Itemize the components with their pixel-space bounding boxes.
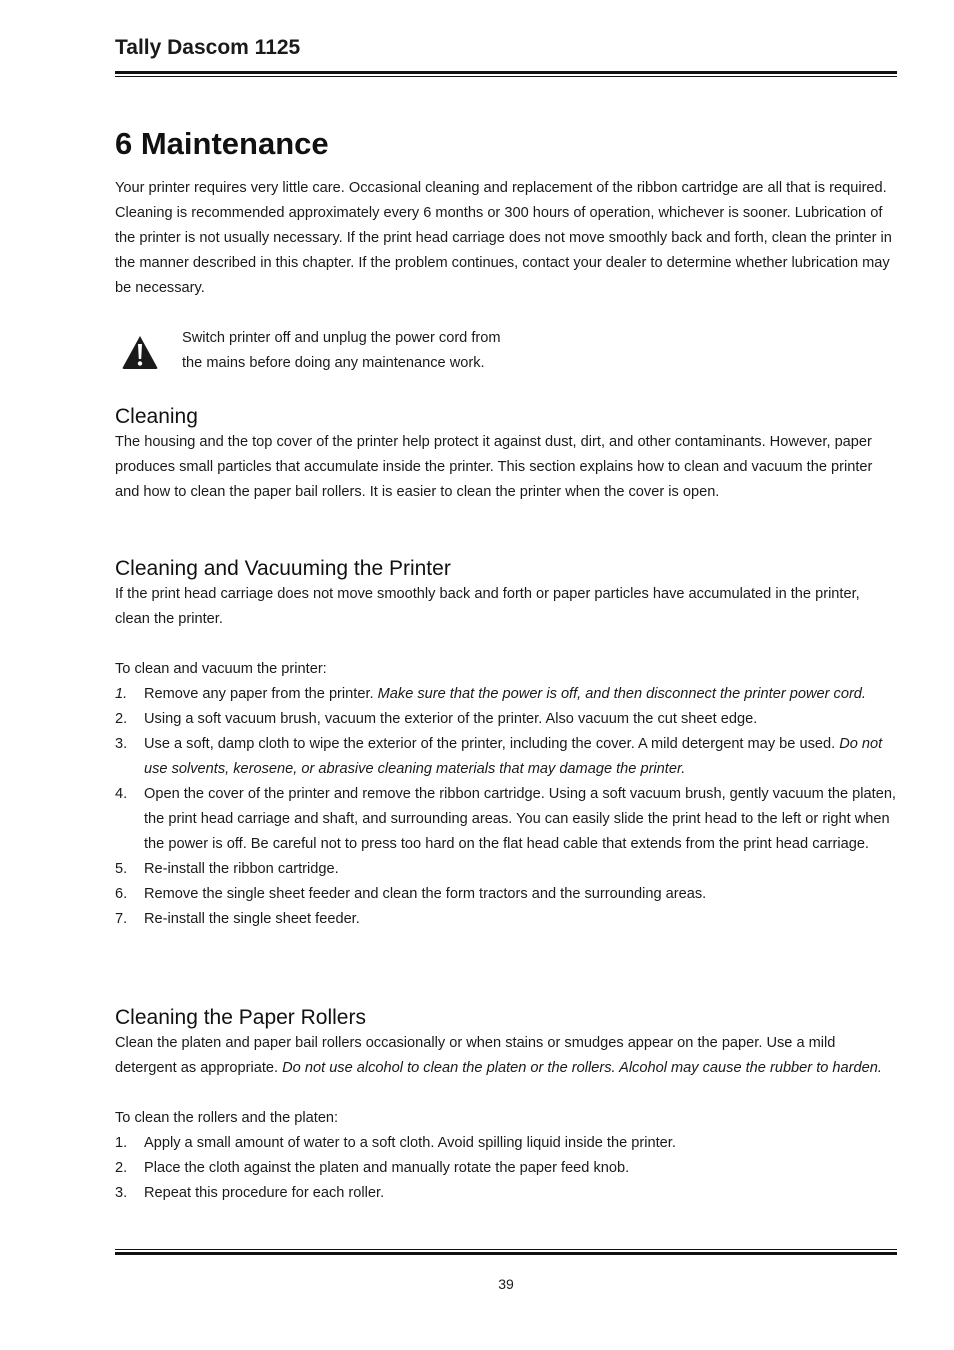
intro-paragraph: Your printer requires very little care. Occasional cleaning and replacement of the ribbon cartridge are all that is required. Cleaning is recommended approximately every 6 months or 300 hours of operation, whichever is sooner. Lubrication of the printer is not usually necessary. If the print head carriage does not move smoothly back and forth, clean the printer in the manner described in this chapter. If the problem continues, contact your dealer to determine whether lubrication may be necessary. [115,180,892,296]
page-number: 39 [498,1276,514,1292]
vacuuming-lead: To clean and vacuum the printer: [115,661,327,677]
header-rule [115,71,897,77]
warning-text [182,326,501,376]
rollers-body: Clean the platen and paper bail rollers occasionally or when stains or smudges appear on the paper. Use a mild detergent as appropriate. Do not use alcohol to clean the platen or the rollers. Alcohol may cause the rubber to harden. [115,1035,882,1076]
cleaning-section [115,404,897,505]
vacuuming-body: If the print head carriage does not move smoothly back and forth or paper particles have accumulated in the printer, clean the printer. [115,586,860,627]
list-item: 2. Place the cloth against the platen and manually rotate the paper feed knob. [115,1160,630,1176]
vacuuming-heading: Cleaning and Vacuuming the Printer [115,557,451,580]
vacuuming-section [115,556,897,932]
warning-line-1: Switch printer off and unplug the power cord from [182,330,501,346]
cleaning-body: The housing and the top cover of the printer help protect it against dust, dirt, and other contaminants. However, paper produces small particles that accumulate inside the printer. This section explains how to clean and vacuum the printer and how to clean the paper bail rollers. It is easier to clean the printer when the cover is open. [115,434,873,500]
list-item: 7. Re-install the single sheet feeder. [115,911,360,927]
warning-triangle-icon [121,334,159,370]
list-item: 2. Using a soft vacuum brush, vacuum the exterior of the printer. Also vacuum the cut sheet edge. [115,711,758,727]
vacuuming-steps [115,682,897,932]
list-item: 5. Re-install the ribbon cartridge. [115,861,339,877]
rollers-heading: Cleaning the Paper Rollers [115,1006,366,1029]
list-item: 1. Apply a small amount of water to a soft cloth. Avoid spilling liquid inside the printer. [115,1135,676,1151]
running-header-title: Tally Dascom 1125 [115,36,301,59]
rollers-lead: To clean the rollers and the platen: [115,1110,339,1126]
list-item: 3. Use a soft, damp cloth to wipe the exterior of the printer, including the cover. A mild detergent may be used. Do not use solvents, kerosene, or abrasive cleaning materials that may damage the printer. [115,736,883,777]
list-item: 3. Repeat this procedure for each roller. [115,1185,385,1201]
rollers-section [115,1005,897,1206]
list-item: 4. Open the cover of the printer and remove the ribbon cartridge. Using a soft vacuum brush, gently vacuum the platen, the print head carriage and shaft, and surrounding areas. You can easily slide the print head to the left or right when the power is off. Be careful not to press too hard on the flat head cable that extends from the print head carriage. [115,786,896,852]
list-item: 1. Remove any paper from the printer. Make sure that the power is off, and then disconnect the printer power cord. [115,686,866,702]
footer-rule [115,1249,897,1255]
rollers-steps [115,1131,897,1206]
warning-box [115,326,897,378]
cleaning-heading: Cleaning [115,405,198,428]
list-item: 6. Remove the single sheet feeder and clean the form tractors and the surrounding areas. [115,886,707,902]
warning-line-2: the mains before doing any maintenance work. [182,355,485,371]
chapter-title: 6 Maintenance [115,126,329,161]
